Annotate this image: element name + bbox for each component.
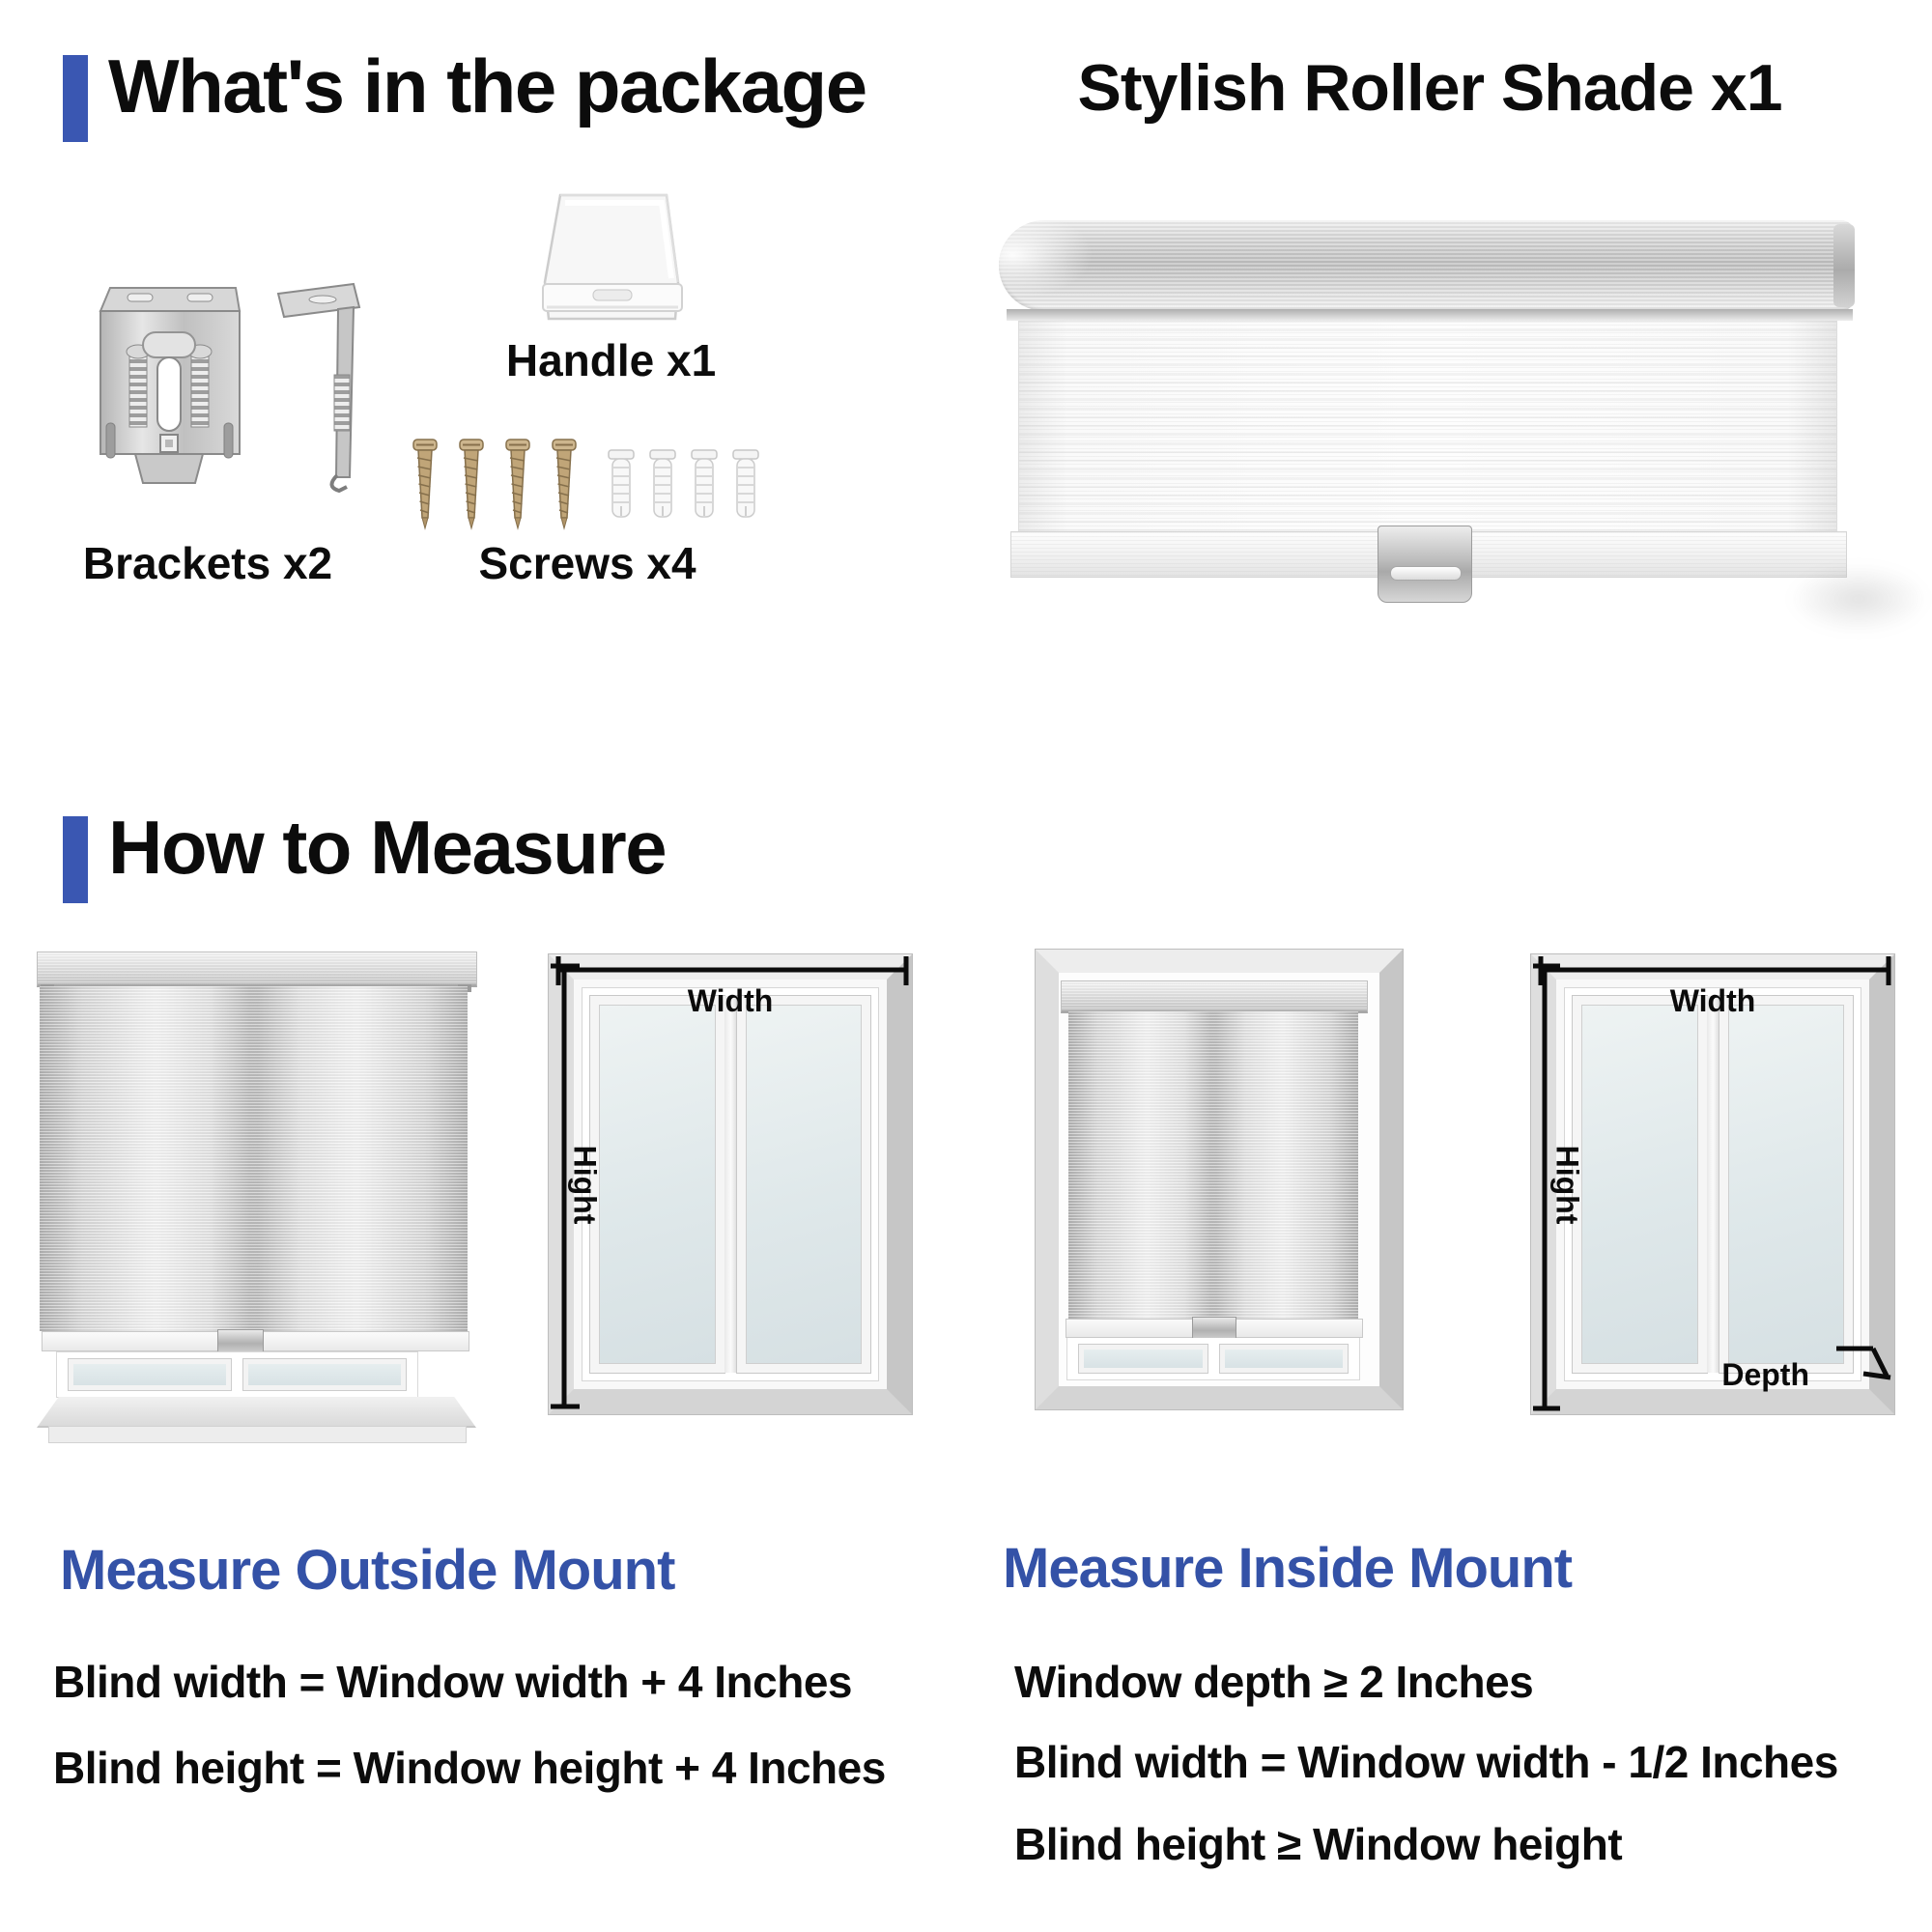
height-dimension-label: Hight — [1549, 1145, 1585, 1224]
figure-inside-measure-window — [1531, 954, 1894, 1414]
height-dimension-label: Hight — [567, 1145, 603, 1224]
width-dimension-label: Width — [687, 983, 774, 1018]
handle-label: Handle x1 — [505, 335, 717, 385]
window-bottom-slice — [56, 1351, 418, 1398]
screws-label: Screws x4 — [478, 538, 696, 588]
shade-pull-handle — [1378, 526, 1472, 603]
window-glass — [1079, 1345, 1208, 1373]
inside-mount-title: Measure Inside Mount — [1003, 1537, 1573, 1600]
measure-section-title: How to Measure — [108, 805, 667, 890]
window-frame — [1036, 950, 1403, 1409]
bracket-front-illustration — [95, 282, 244, 493]
roller-shade-illustration — [999, 214, 1861, 630]
shade-shadow — [1762, 551, 1932, 647]
outside-mount-rule-width: Blind width = Window width + 4 Inches — [53, 1657, 852, 1707]
window-glass — [1220, 1345, 1349, 1373]
section-accent-bar-measure — [63, 816, 88, 903]
brackets-label: Brackets x2 — [82, 538, 333, 588]
window-sill-base — [48, 1426, 467, 1443]
width-dimension-label: Width — [1669, 983, 1756, 1018]
window-sill — [37, 1397, 476, 1428]
depth-dimension-label: Depth — [1721, 1357, 1809, 1392]
bracket-side-illustration — [276, 282, 363, 493]
outside-mount-title: Measure Outside Mount — [60, 1539, 675, 1602]
figure-outside-measure-window — [549, 954, 912, 1414]
product-title: Stylish Roller Shade x1 — [1077, 51, 1782, 125]
mini-shade-header — [37, 952, 477, 987]
inside-mount-rule-depth: Window depth ≥ 2 Inches — [1014, 1657, 1534, 1707]
mini-shade-fabric — [1068, 1011, 1358, 1319]
mini-shade-fabric — [40, 986, 468, 1331]
handle-illustration — [533, 189, 693, 327]
figure-inside-mount-shade — [1036, 950, 1403, 1409]
window-bottom-slice — [1066, 1338, 1360, 1380]
shade-fabric — [1018, 321, 1837, 531]
section-accent-bar-package — [63, 55, 88, 142]
mini-shade-header — [1061, 980, 1368, 1013]
figure-outside-mount-shade — [37, 952, 483, 1449]
package-section-title: What's in the package — [108, 43, 867, 128]
window-glass — [69, 1359, 231, 1390]
shade-roll-tube — [999, 220, 1855, 311]
inside-mount-rule-width: Blind width = Window width - 1/2 Inches — [1014, 1737, 1838, 1787]
shade-roll-lip — [1007, 309, 1853, 321]
screw-icon — [413, 440, 437, 528]
window-opening — [1059, 973, 1379, 1386]
inside-mount-rule-height: Blind height ≥ Window height — [1014, 1819, 1623, 1869]
anchor-icon — [609, 450, 634, 517]
handle-groove — [1390, 566, 1463, 581]
window-glass — [243, 1359, 406, 1390]
screws-illustration — [408, 435, 760, 531]
outside-mount-rule-height: Blind height = Window height + 4 Inches — [53, 1743, 886, 1793]
